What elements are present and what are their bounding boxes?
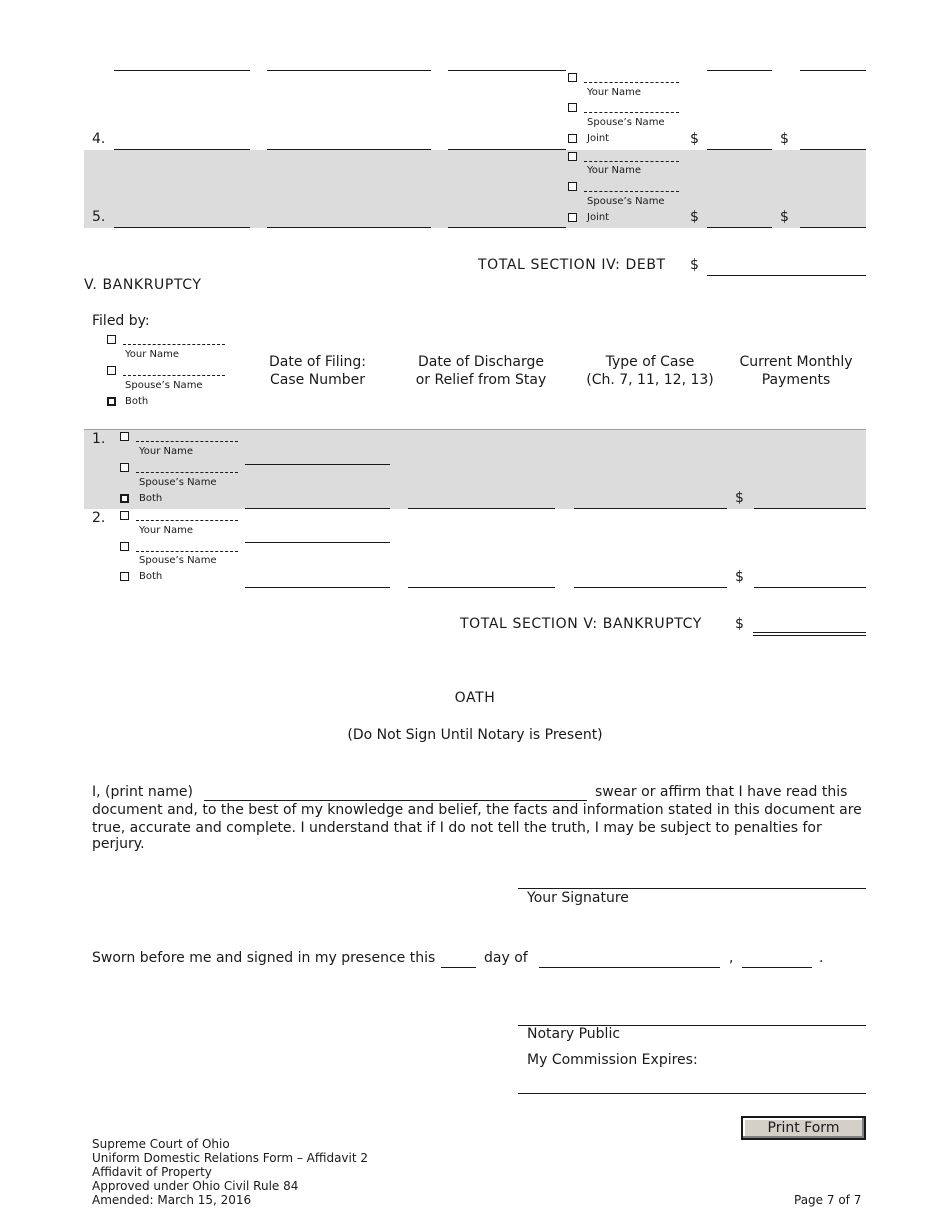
row4-spouse-dashes [584,112,679,113]
debt-total-field[interactable] [707,275,866,276]
bk-row2-spouse-label: Spouse’s Name [139,555,217,566]
footer [92,1137,368,1207]
bk-row2-spouse-checkbox[interactable] [120,542,129,551]
row5-date-line[interactable] [448,227,566,228]
print-name-label: I, (print name) [92,784,194,800]
oath-subtitle: (Do Not Sign Until Notary is Present) [347,727,603,743]
bk-row2-type-line[interactable] [574,587,727,588]
bk-row2-spouse-dashes [136,551,238,552]
bk-row1-both-checkbox[interactable] [120,494,129,503]
bk-row2-date-filing-line[interactable] [245,542,390,543]
row5-your-name-dashes [584,161,679,162]
row5-joint-label: Joint [587,212,610,223]
commission-label: My Commission Expires: [527,1052,698,1068]
month-field[interactable] [539,967,720,968]
bk-row1-your-name-checkbox[interactable] [120,432,129,441]
day-of-label: day of [484,950,528,966]
col-date-of-filing-line1: Date of Filing: [268,354,367,370]
day-field[interactable] [441,967,476,968]
bk-row1-payments-line[interactable] [754,508,866,509]
row5-dollar-2: $ [780,209,789,225]
debt-row3-balance-line[interactable] [707,70,772,71]
bk-row1-spouse-dashes [136,472,238,473]
bk-row1-your-name-label: Your Name [139,446,194,457]
row4-your-name-label: Your Name [587,87,642,98]
bk-row1-spouse-checkbox[interactable] [120,463,129,472]
col-date-of-filing-line2: Case Number [270,372,365,388]
row5-your-name-label: Your Name [587,165,642,176]
bk-row2-case-number-line[interactable] [245,587,390,588]
legend-your-name-dashes [123,344,225,345]
year-field[interactable] [742,967,812,968]
footer-line3: Affidavit of Property [92,1165,212,1179]
row5-spouse-label: Spouse’s Name [587,196,665,207]
row4-spouse-checkbox[interactable] [568,103,577,112]
bk-row1-number: 1. [92,431,106,447]
bk-row2-dollar: $ [735,569,744,585]
bk-row1-your-name-dashes [136,441,238,442]
row5-spouse-checkbox[interactable] [568,182,577,191]
signature-line[interactable] [518,888,866,889]
print-form-button[interactable]: Print Form [741,1116,866,1140]
commission-line[interactable] [518,1093,866,1094]
bk-row1-dollar: $ [735,490,744,506]
col-date-of-discharge-line2: or Relief from Stay [415,372,547,388]
row4-joint-checkbox[interactable] [568,134,577,143]
debt-row3-creditor-line[interactable] [114,70,250,71]
legend-your-name-label: Your Name [125,349,180,360]
bk-row2-your-name-label: Your Name [139,525,194,536]
legend-both-checkbox [107,397,116,406]
bk-row2-discharge-line[interactable] [408,587,555,588]
legend-both-label: Both [125,396,149,407]
bk-row2-your-name-dashes [136,520,238,521]
row4-number: 4. [92,131,106,147]
legend-spouse-checkbox [107,366,116,375]
swear-text: swear or affirm that I have read this [595,784,848,800]
legend-spouse-dashes [123,375,225,376]
row5-joint-checkbox[interactable] [568,213,577,222]
notary-label: Notary Public [527,1026,621,1042]
row4-your-name-checkbox[interactable] [568,73,577,82]
footer-line5: Amended: March 15, 2016 [92,1193,252,1207]
footer-line4: Approved under Ohio Civil Rule 84 [92,1179,299,1193]
row4-spouse-label: Spouse’s Name [587,117,665,128]
bankruptcy-total-label: TOTAL SECTION V: BANKRUPTCY [460,616,702,632]
legend-your-name-checkbox [107,335,116,344]
comma: , [729,950,734,966]
bankruptcy-total-field[interactable] [753,632,866,633]
oath-body-line3: true, accurate and complete. I understand that if I do not tell the truth, I may be subject to penalties for perjury. [92,820,822,852]
footer-line2: Uniform Domestic Relations Form – Affidavit 2 [92,1151,369,1165]
bk-row1-spouse-label: Spouse’s Name [139,477,217,488]
col-current-monthly-line1: Current Monthly [739,354,853,370]
bk-row1-discharge-line[interactable] [408,508,555,509]
row4-joint-label: Joint [587,133,610,144]
page-number: Page 7 of 7 [794,1193,862,1207]
bk-row1-date-filing-line[interactable] [245,464,390,465]
bk-row1-type-line[interactable] [574,508,727,509]
bk-row2-both-label: Both [139,571,163,582]
row5-shading [84,150,866,228]
col-date-of-discharge-line1: Date of Discharge [418,354,544,370]
col-current-monthly-line2: Payments [761,372,831,388]
col-type-of-case-line2: (Ch. 7, 11, 12, 13) [586,372,714,388]
row4-dollar-1: $ [690,131,699,147]
bk-row2-your-name-checkbox[interactable] [120,511,129,520]
col-type-of-case-line1: Type of Case [605,354,695,370]
row4-dollar-2: $ [780,131,789,147]
debt-row3-payment-line[interactable] [800,70,866,71]
row4-your-name-dashes [584,82,679,83]
bankruptcy-heading: V. BANKRUPTCY [84,277,202,293]
row5-balance-line[interactable] [707,227,772,228]
print-name-field[interactable] [204,800,587,801]
row5-creditor-line[interactable] [114,227,250,228]
bk-row1-case-number-line[interactable] [245,508,390,509]
footer-line1: Supreme Court of Ohio [92,1137,230,1151]
debt-total-label: TOTAL SECTION IV: DEBT [478,257,666,273]
row5-your-name-checkbox[interactable] [568,152,577,161]
oath-body-line2: document and, to the best of my knowledge and belief, the facts and information stated in this document are [92,802,862,818]
debt-row3-purpose-line[interactable] [267,70,431,71]
bk-row1-both-label: Both [139,493,163,504]
col-type-of-case [574,353,726,389]
row5-spouse-dashes [584,191,679,192]
row5-purpose-line[interactable] [267,227,431,228]
debt-total-dollar: $ [690,257,699,273]
filed-by-label: Filed by: [92,313,150,329]
bk-row2-payments-line[interactable] [754,587,866,588]
bk-row2-both-checkbox[interactable] [120,572,129,581]
bankruptcy-total-double-line [753,635,866,636]
debt-row3-date-line[interactable] [448,70,566,71]
row5-payment-line[interactable] [800,227,866,228]
signature-label: Your Signature [527,890,629,906]
row5-dollar-1: $ [690,209,699,225]
period: . [819,950,824,966]
col-current-monthly [730,353,862,389]
sworn-text: Sworn before me and signed in my presence this [92,950,436,966]
col-date-of-filing [245,353,390,389]
row5-number: 5. [92,209,106,225]
oath-title: OATH [454,690,496,706]
legend-spouse-label: Spouse’s Name [125,380,203,391]
bankruptcy-total-dollar: $ [735,616,744,632]
col-date-of-discharge [405,353,557,389]
bk-row2-number: 2. [92,510,106,526]
